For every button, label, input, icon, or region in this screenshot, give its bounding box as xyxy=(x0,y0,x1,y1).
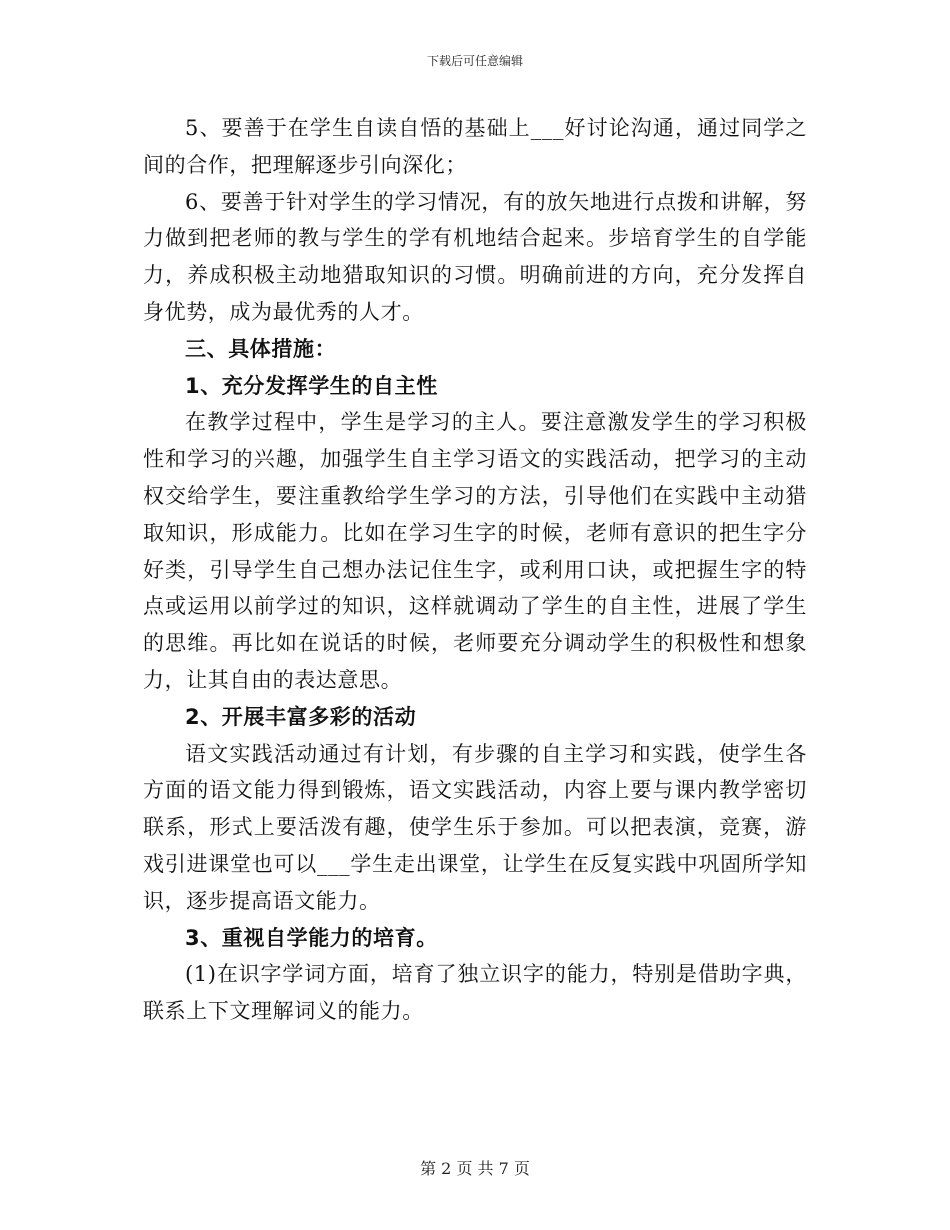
subheading-autonomy: 1、充分发挥学生的自主性 xyxy=(185,373,438,398)
page-header: 下载后可任意编辑 xyxy=(426,54,523,68)
paragraph-autonomy: 在教学过程中，学生是学习的主人。要注意激发学生的学习积极性和学习的兴趣，加强学生自主学习语文的实践活动，把学习的主动权交给学生，要注重教给学生学习的方法，引导他们在实践中主动猎取知识，形成能力。比如在学习生字的时候，老师有意识的把生字分好类，引导学生自己想办法记住生字，或利用口诀，或把握生字的特点或运用以前学过的知识，这样就调动了学生的自主性，进展了学生的思维。再比如在说话的时候，老师要充分调动学生的积极性和想象力，让其自由的表达意思。 xyxy=(143,410,807,692)
paragraph-literacy: (1)在识字学词方面，培育了独立识字的能力，特别是借助字典，联系上下文理解词义的能力。 xyxy=(143,962,807,1024)
subheading-activities: 2、开展丰富多彩的活动 xyxy=(185,704,417,729)
document-body xyxy=(143,110,807,1030)
subheading-self-study: 3、重视自学能力的培育。 xyxy=(185,925,438,950)
paragraph-item-6: 6、要善于针对学生的学习情况，有的放矢地进行点拨和讲解，努力做到把老师的教与学生的学有机地结合起来。步培育学生的自学能力，养成积极主动地猎取知识的习惯。明确前进的方向，充分发挥自身优势，成为最优秀的人才。 xyxy=(143,189,807,324)
paragraph-item-5: 5、要善于在学生自读自悟的基础上___好讨论沟通，通过同学之间的合作，把理解逐步引向深化； xyxy=(143,116,807,177)
paragraph-activities: 语文实践活动通过有计划，有步骤的自主学习和实践，使学生各方面的语文能力得到锻炼，语文实践活动，内容上要与课内教学密切联系，形式上要活泼有趣，使学生乐于参加。可以把表演，竞赛，游戏引进课堂也可以___学生走出课堂，让学生在反复实践中巩固所学知识，逐步提高语文能力。 xyxy=(143,741,807,913)
page-number: 第 2 页 共 7 页 xyxy=(420,1159,530,1178)
section-heading-measures: 三、具体措施： xyxy=(185,336,337,361)
